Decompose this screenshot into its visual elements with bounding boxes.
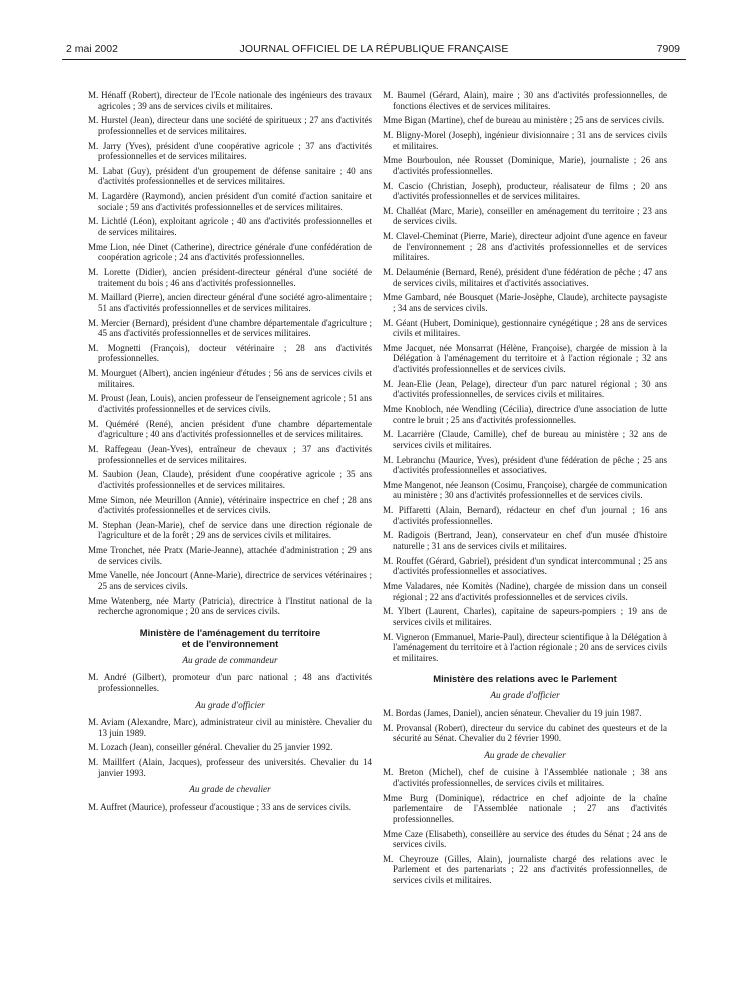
list-item: Mme Caze (Elisabeth), conseillère au service des études du Sénat ; 24 ans de services civils. — [383, 828, 667, 850]
list-item: M. Hénaff (Robert), directeur de l'Ecole nationale des ingénieurs des travaux agricoles ; 39 ans de services civils et militaires. — [88, 90, 372, 111]
grade-heading-officier: Au grade d'officier — [490, 690, 560, 701]
list-item: Mme Bourboulon, née Rousset (Dominique, Marie), journaliste ; 26 ans d'activités professionnelles. — [383, 155, 667, 176]
right-column — [383, 90, 667, 890]
list-item: M. Lacarrière (Claude, Camille), chef de bureau au ministère ; 32 ans de services civils et militaires. — [383, 429, 667, 450]
list-item: M. Ylbert (Laurent, Charles), capitaine de sapeurs-pompiers ; 19 ans de services civils et militaires. — [383, 606, 667, 627]
list-item: M. Breton (Michel), chef de cuisine à l'Assemblée nationale ; 38 ans d'activités professionnelles, de services civils et militaires. — [383, 767, 667, 788]
list-item: Mme Valadares, née Komitès (Nadine), chargée de mission dans un conseil régional ; 22 ans d'activités professionnelles et de services civils. — [383, 580, 667, 602]
list-item: Mme Bigan (Martine), chef de bureau au ministère ; 25 ans de services civils. — [383, 115, 665, 126]
list-item: M. Mourguet (Albert), ancien ingénieur d'études ; 56 ans de services civils et militaires. — [88, 368, 372, 389]
list-item: M. Challéat (Marc, Marie), conseiller en aménagement du territoire ; 23 ans de services civils. — [383, 205, 667, 227]
list-item: M. Lozach (Jean), conseiller général. Chevalier du 25 janvier 1992. — [88, 742, 333, 753]
list-item: M. Quéméré (René), ancien président d'une chambre départementale d'agriculture ; 40 ans d'activités professionnelles et de services militaires. — [88, 418, 372, 440]
list-item: M. Rouffet (Gérard, Gabriel), président d'un syndicat intercommunal ; 25 ans d'activités professionnelles et associatives. — [383, 555, 667, 577]
list-item: M. Auffret (Maurice), professeur d'acoustique ; 33 ans de services civils. — [88, 801, 351, 812]
list-item: M. André (Gilbert), promoteur d'un parc national ; 48 ans d'activités professionnelles. — [88, 672, 372, 693]
section-title-parlement: Ministère des relations avec le Parlement — [433, 673, 617, 685]
section-title-line: et de l'environnement — [181, 637, 279, 649]
list-item: M. Bordas (James, Daniel), ancien sénateur. Chevalier du 19 juin 1987. — [383, 707, 642, 718]
list-item: Mme Burg (Dominique), rédactrice en chef adjointe de la chaîne parlementaire de l'Assemblée nationale ; 27 ans d'activités professionnelles. — [383, 792, 667, 824]
grade-heading-chevalier: Au grade de chevalier — [484, 749, 566, 760]
list-item: Mme Tronchet, née Pratx (Marie-Jeanne), attachée d'administration ; 29 ans de services civils. — [88, 545, 372, 566]
list-item: Mme Mangenot, née Jeanson (Cosimu, Françoise), chargée de communication au ministère ; 30 ans d'activités professionnelles et de services civils. — [383, 479, 667, 501]
list-item: M. Vigneron (Emmanuel, Marie-Paul), directeur scientifique à la Délégation à l'aménagement du territoire et à l'action régionale ; 20 ans de services civils et militaires. — [383, 631, 667, 663]
list-item: M. Delauménie (Bernard, René), président d'une fédération de pêche ; 47 ans de services civils, militaires et d'activités associatives. — [383, 266, 667, 288]
list-item: M. Bligny-Morel (Joseph), ingénieur divisionnaire ; 31 ans de services civils et militaires. — [383, 129, 667, 151]
list-item: M. Lorette (Didier), ancien président-directeur général d'une société de traitement du bois ; 46 ans d'activités professionnelles. — [88, 266, 372, 288]
agriculture-entry-list — [88, 90, 372, 617]
list-item: Mme Simon, née Meurillon (Annie), vétérinaire inspectrice en chef ; 28 ans d'activités professionnelles et de services civils. — [88, 494, 372, 516]
list-item: M. Maillard (Pierre), ancien directeur général d'une société agro-alimentaire ; 51 ans d'activités professionnelles et de services militaires. — [88, 292, 372, 313]
list-item: M. Radigois (Bertrand, Jean), conservateur en chef d'un musée d'histoire naturelle ; 31 ans de services civils et militaires. — [383, 530, 667, 551]
header-page-number: 7909 — [656, 43, 680, 55]
list-item: M. Hurstel (Jean), directeur dans une société de spiritueux ; 27 ans d'activités professionnelles et de services militaires. — [88, 115, 372, 136]
list-item: M. Baumel (Gérard, Alain), maire ; 30 ans d'activités professionnelles, de fonctions électives et de services militaires. — [383, 90, 667, 111]
list-item: M. Mercier (Bernard), président d'une chambre départementale d'agriculture ; 45 ans d'activités professionnelles et de services militaires. — [88, 317, 372, 339]
section-title-line: Ministère de l'aménagement du territoire — [139, 626, 321, 638]
list-item: M. Cheyrouze (Gilles, Alain), journaliste chargé des relations avec le Parlement et des partenariats ; 22 ans d'activités professionnelles, de services civils et militaires. — [383, 853, 667, 885]
list-item: M. Jarry (Yves), président d'une coopérative agricole ; 37 ans d'activités professionnelles et de services militaires. — [88, 140, 372, 162]
grade-heading-chevalier: Au grade de chevalier — [189, 784, 271, 795]
list-item: M. Provansal (Robert), directeur du service du cabinet des questeurs et de la sécurité au Sénat. Chevalier du 2 février 1990. — [383, 722, 667, 744]
list-item: M. Cascio (Christian, Joseph), producteur, réalisateur de films ; 20 ans d'activités professionnelles et de services militaires. — [383, 180, 667, 202]
list-item: M. Lagardère (Raymond), ancien président d'un comité d'action sanitaire et sociale ; 59 ans d'activités professionnelles et de services militaires. — [88, 191, 372, 212]
list-item: Mme Lion, née Dinet (Catherine), directrice générale d'une confédération de coopération agricole ; 24 ans d'activités professionnelles. — [88, 241, 372, 263]
list-item: M. Labat (Guy), président d'un groupement de défense sanitaire ; 40 ans d'activités professionnelles et de services militaires. — [88, 165, 372, 187]
list-item: M. Stephan (Jean-Marie), chef de service dans une direction régionale de l'agriculture et de la forêt ; 29 ans de services civils et militaires. — [88, 519, 372, 541]
list-item: M. Saubion (Jean, Claude), président d'une coopérative agricole ; 35 ans d'activités professionnelles et de services militaires. — [88, 469, 372, 490]
header-date: 2 mai 2002 — [66, 43, 118, 55]
page-header — [62, 43, 686, 60]
list-item: M. Clavel-Cheminat (Pierre, Marie), directeur adjoint d'une agence en faveur de l'environnement ; 28 ans d'activités professionnelles et de services militaires. — [383, 231, 667, 263]
list-item: M. Piffaretti (Alain, Bernard), rédacteur en chef d'un journal ; 16 ans d'activités professionnelles. — [383, 505, 667, 526]
list-item: Mme Jacquet, née Monsarrat (Hélène, Françoise), chargée de mission à la Délégation à l'aménagement du territoire et à l'action régionale ; 32 ans d'activités professionnelles et de services civils. — [383, 342, 667, 374]
list-item: Mme Watenberg, née Marty (Patricia), directrice à l'Institut national de la recherche agronomique ; 20 ans de services civils. — [88, 595, 372, 617]
list-item: M. Aviam (Alexandre, Marc), administrateur civil au ministère. Chevalier du 13 juin 1989. — [88, 717, 372, 738]
list-item: Mme Vanelle, née Joncourt (Anne-Marie), directrice de services vétérinaires ; 25 ans de services civils. — [88, 570, 372, 591]
amenagement-chevalier-list — [383, 90, 667, 663]
list-item: M. Maillfert (Alain, Jacques), professeur des universités. Chevalier du 14 janvier 1993. — [88, 757, 372, 778]
grade-heading-commandeur: Au grade de commandeur — [182, 654, 278, 665]
list-item: M. Géant (Hubert, Dominique), gestionnaire cynégétique ; 28 ans de services civils et militaires. — [383, 317, 667, 339]
left-column — [88, 90, 372, 817]
list-item: Mme Gambard, née Bousquet (Marie-Josèphe, Claude), architecte paysagiste ; 34 ans de services civils. — [383, 292, 667, 313]
section-title-amenagement — [88, 627, 372, 649]
grade-heading-officier: Au grade d'officier — [195, 699, 265, 710]
list-item: M. Mognetti (François), docteur vétérinaire ; 28 ans d'activités professionnelles. — [88, 342, 372, 364]
list-item: M. Raffegeau (Jean-Yves), entraîneur de chevaux ; 37 ans d'activités professionnelles et de services militaires. — [88, 443, 372, 465]
header-title: JOURNAL OFFICIEL DE LA RÉPUBLIQUE FRANÇAISE — [239, 43, 509, 55]
list-item: M. Lichtlé (Léon), exploitant agricole ; 40 ans d'activités professionnelles et de services militaires. — [88, 216, 372, 237]
list-item: M. Jean-Elie (Jean, Pelage), directeur d'un parc naturel régional ; 30 ans d'activités professionnelles, de services civils et militaires. — [383, 378, 667, 400]
list-item: Mme Knobloch, née Wendling (Cécilia), directrice d'une association de lutte contre le bruit ; 25 ans d'activités professionnelles. — [383, 403, 667, 425]
list-item: M. Lebranchu (Maurice, Yves), président d'une fédération de pêche ; 25 ans d'activités professionnelles et associatives. — [383, 454, 667, 476]
list-item: M. Proust (Jean, Louis), ancien professeur de l'enseignement agricole ; 51 ans d'activités professionnelles et de services civils. — [88, 393, 372, 414]
